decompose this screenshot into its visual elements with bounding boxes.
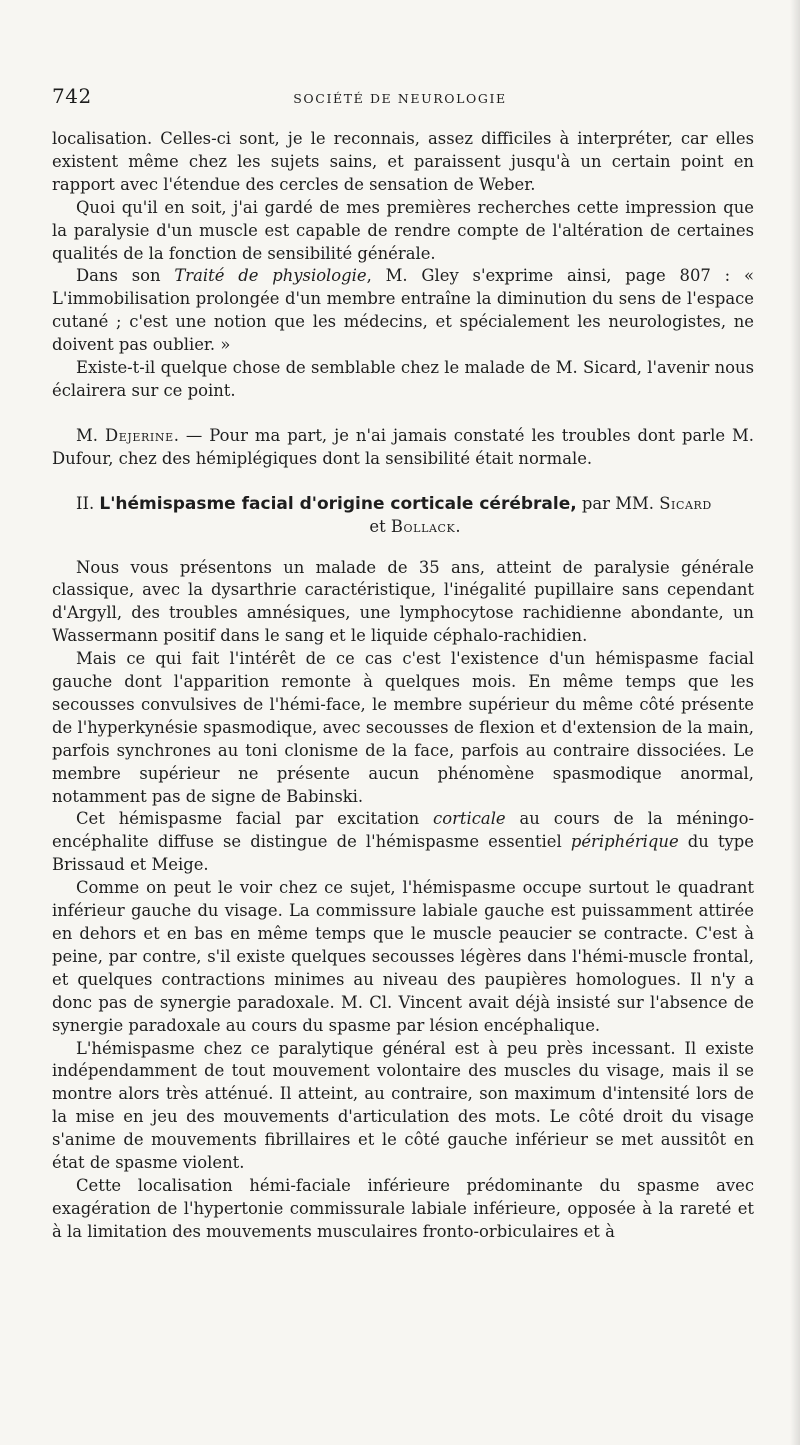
running-head: SOCIÉTÉ DE NEUROLOGIE — [293, 91, 507, 106]
emphasis: périphérique — [570, 832, 679, 852]
page-body — [52, 128, 754, 1244]
spacer — [52, 403, 754, 425]
paragraph: Mais ce qui fait l'intérêt de ce cas c'est l'existence d'un hémispasme facial gauche dont l'apparition remonte à quelques mois. En même temps que les secousses convulsives de l'hémi-face, le membre supérieur du même côté présente de l'hyperkynésie spasmodique, avec secousses de flexion et d'extension de la main, parfois synchrones au toni clonisme de la face, parfois au contraire dissociées. Le membre supérieur ne présente aucun phénomène spasmodique anormal, notamment pas de signe de Babinski. — [52, 649, 754, 806]
article-number: II. — [76, 493, 100, 513]
page-number: 742 — [52, 84, 92, 108]
emphasis: corticale — [433, 809, 506, 829]
spacer — [52, 539, 754, 557]
text-span: du type Brissaud et Meige. — [52, 832, 754, 875]
article-heading — [52, 493, 754, 516]
article-heading-authors — [52, 516, 754, 539]
paragraph: Quoi qu'il en soit, j'ai gardé de mes premières recherches cette impression que la paralysie d'un muscle est capable de rendre compte de l'altération de certaines qualités de la fonction de sensibilité générale. — [52, 197, 754, 263]
spacer — [52, 471, 754, 493]
paragraph: Comme on peut le voir chez ce sujet, l'hémispasme occupe surtout le quadrant inférieur gauche du visage. La commissure labiale gauche est puissamment attirée en dehors et en bas en même temps que le muscle peaucier se contracte. C'est à peine, par contre, s'il existe quelques secousses légères dans l'hémi-muscle frontal, et quelques contractions minimes au niveau des paupières homologues. Il n'y a donc pas de synergie paradoxale. M. Cl. Vincent avait déjà insisté sur l'absence de synergie paradoxale au cours du spasme par lésion encéphalique. — [52, 878, 754, 1035]
paragraph: localisation. Celles-ci sont, je le reconnais, assez difficiles à interpréter, car elles existent même chez les sujets sains, et paraissent jusqu'à un certain point en rapport avec l'étendue des cercles de sensation de Weber. — [52, 129, 754, 194]
text-span: . — Pour ma part, je n'ai jamais constaté les troubles dont parle M. Dufour, chez des hémiplégiques dont la sensibilité était normale. — [52, 425, 755, 468]
dejerine-remark — [52, 425, 754, 471]
text-span: Cet hémispasme facial par excitation — [76, 809, 434, 829]
speaker-name: Dejerine — [105, 425, 174, 445]
author-name: Sicard — [659, 493, 712, 513]
text-span: , M. Gley s'exprime ainsi, page 807 : « L'immobilisation prolongée d'un membre entraîne la diminution du sens de l'espace cutané ; c'est une notion que les médecins, et spécialement les neurologistes, ne doivent pas oublier. » — [52, 266, 754, 355]
text-span: au cours de la méningo-encéphalite diffuse se distingue de l'hémispasme essentiel — [52, 809, 754, 852]
text-span: M. — [76, 425, 105, 445]
paragraph: Existe-t-il quelque chose de semblable chez le malade de M. Sicard, l'avenir nous éclairera sur ce point. — [52, 358, 754, 400]
paragraph — [52, 265, 754, 357]
text-span: . — [455, 516, 461, 536]
page-edge-shadow — [790, 0, 800, 1445]
text-span: et — [369, 516, 391, 536]
paragraph: Nous vous présentons un malade de 35 ans, atteint de paralysie générale classique, avec la dysarthrie caractéristique, l'inégalité pupillaire sans cependant d'Argyll, des troubles amnésiques, une lymphocytose rachidienne abondante, un Wassermann positif dans le sang et le liquide céphalo-rachidien. — [52, 557, 754, 646]
paragraph: L'hémispasme chez ce paralytique général est à peu près incessant. Il existe indépendamment de tout mouvement volontaire des muscles du visage, mais il se montre alors très atténué. Il atteint, au contraire, son maximum d'intensité lors de la mise en jeu des mouvements d'articulation des mots. Le côté droit du visage s'anime de mouvements fibrillaires et le côté gauche inférieur se met aussitôt en état de spasme violent. — [52, 1038, 754, 1173]
book-title: Traité de physiologie — [174, 266, 367, 286]
text-span: Dans son — [76, 266, 175, 286]
paragraph: Cette localisation hémi-faciale inférieure prédominante du spasme avec exagération de l'hypertonie commissurale labiale inférieure, opposée à la rareté et à la limitation des mouvements musculaires fronto-orbiculaires et à — [52, 1175, 754, 1241]
author-name: Bollack — [390, 516, 456, 536]
article-title: L'hémispasme facial d'origine corticale cérébrale, — [99, 493, 577, 514]
text-span: par MM. — [576, 493, 660, 513]
paragraph — [52, 808, 754, 877]
